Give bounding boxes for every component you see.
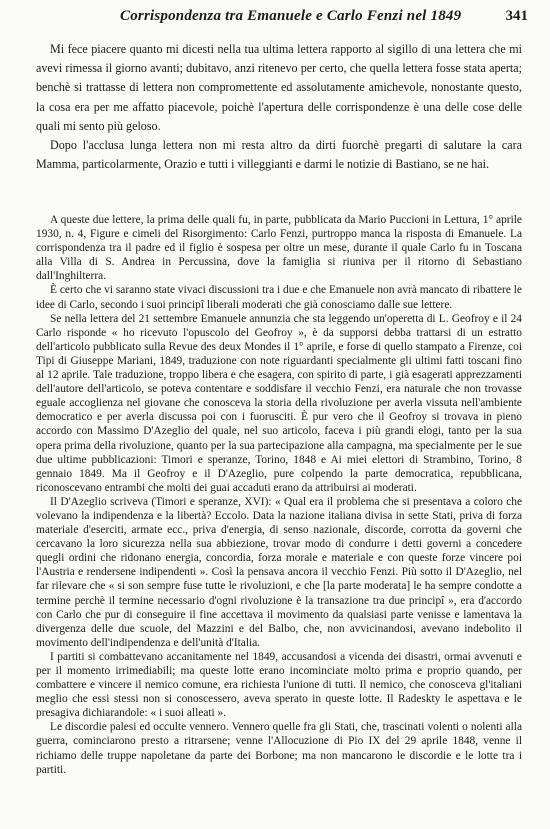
commentary-paragraph: Le discordie palesi ed occulte vennero. Vennero quelle fra gli Stati, che, trascinati volenti o nolenti alla guerra, cominciarono presto a ritrarsene; venne l'Allocuzione di Pio IX del 29 aprile 1848, venne il richiamo delle truppe napoletane da parte dei Borbone; ma non mancarono le discordie e le lotte tra i partiti. — [36, 721, 522, 776]
page-header — [0, 8, 550, 30]
commentary-text — [36, 213, 522, 777]
commentary-paragraph: È certo che vi saranno state vivaci discussioni tra i due e che Emanuele non avrà mancato di ribattere le idee di Carlo, secondo i suoi principî liberali moderati che già conosciamo dalle sue lettere. — [36, 284, 522, 311]
commentary-paragraph: Se nella lettera del 21 settembre Emanuele annunzia che sta leggendo un'operetta di L. Geofroy e il 24 Carlo risponde « ho ricevuto l'opuscolo del Geofroy », è da supporsi debba trattarsi di un estratto dell'articolo pubblicato sulla Revue des deux Mondes il 1° aprile, e forse di quello stampato a Firenze, coi Tipi di Giuseppe Mariani, 1849, traduzione con note riguardanti specialmente gli ultimi fatti toscani fino al 12 aprile. Tale traduzione, troppo libera e che esagera, con spirito di parte, i già esagerati apprezzamenti dell'autore dell'articolo, se poteva contentare e soddisfare il vecchio Fenzi, era naturale che non trovasse eguale accoglienza nel giovane che conosceva la storia della rivoluzione per averla vissuta nell'ambiente democratico e per averla discussa poi con i fuorusciti. È pur vero che il Geofroy si trovava in pieno accordo con Massimo D'Azeglio del quale, nel suo articolo, faceva i più grandi elogi, tanto per la sua opera prima della rivoluzione, quanto per la sua partecipazione alla campagna, ma specialmente per le sue due ultime pubblicazioni: Timori e speranze, Torino, 1848 e Ai miei elettori di Strambino, Torino, 8 gennaio 1849. Ma il Geofroy e il D'Azeglio, pure colpendo la parte democratica, repubblicana, riconoscevano entrambi che molti dei guai accaduti erano da attribuirsi ai moderati. — [36, 312, 522, 494]
commentary-paragraph: I partiti si combattevano accanitamente nel 1849, accusandosi a vicenda dei disastri, ormai avvenuti e per il momento irrimediabili; ma queste lotte erano incominciate molto prima e proprio quando, per combattere e vincere il nemico comune, era richiesta l'unione di tutti. Il nemico, che conosceva gl'italiani meglio che essi stessi non si conoscessero, aveva sperato in queste lotte. Il Radeskty le aspettava e le presagiva dichiarandole: « i suoi alleati ». — [36, 650, 522, 720]
running-title: Corrispondenza tra Emanuele e Carlo Fenzi nel 1849 — [120, 8, 462, 24]
letter-paragraph: Mi fece piacere quanto mi dicesti nella tua ultima lettera rapporto al sigillo di una lettera che mi avevi rimessa il giorno avanti; dubitavo, anzi ritenevo per certo, che quella lettera fosse stata aperta; benchè si trattasse di lettera non compromettente ed assolutamente amichevole, nonostante questo, la cosa era per me affatto piacevole, poichè l'apertura delle corrispondenze è una delle cose delle quali mi sento più geloso. — [36, 42, 522, 133]
letter-excerpt — [36, 40, 522, 174]
letter-paragraph: Dopo l'acclusa lunga lettera non mi resta altro da dirti fuorchè pregarti di salutare la cara Mamma, particolarmente, Orazio e tutti i villeggianti e darmi le notizie di Bastiano, se ne hai. — [36, 138, 522, 172]
commentary-paragraph: A queste due lettere, la prima delle quali fu, in parte, pubblicata da Mario Puccioni in Lettura, 1° aprile 1930, n. 4, Figure e cimeli del Risorgimento: Carlo Fenzi, purtroppo manca la risposta di Emanuele. La corrispondenza tra il padre ed il figlio è sospesa per oltre un mese, durante il quale Carlo fu in Toscana alla Villa di S. Andrea in Percussina, dove la famiglia si riuniva per il ritorno di Sebastiano dall'Inghilterra. — [36, 214, 522, 283]
commentary-paragraph: Il D'Azeglio scriveva (Timori e speranze, XVI): « Qual era il problema che si presentava a coloro che volevano la indipendenza e la libertà? Eccolo. Data la nazione italiana divisa in sette Stati, priva di forza materiale d'eserciti, armate ecc., priva d'energia, di senso nazionale, discorde, corrotta da governi che cercavano la loro sicurezza nella sua abbiezione, trovar modo di condurre i detti governi a concedere quegli ordini che ridonano energia, concordia, forza morale e materiale e con queste forze vincere poi l'Austria e rendersene indipendenti ». Così la pensava ancora il vecchio Fenzi. Più sotto il D'Azeglio, nel far rilevare che « si son sempre fuse tutte le rivoluzioni, e che [la parte moderata] le ha sempre condotte a termine perchè il termine necessario d'ogni rivoluzione è la transazione tra due principî », era d'accordo con Carlo che pur di conseguire il fine accettava il movimento da qualsiasi parte venisse e lamentava la divergenza delle due scuole, del Mazzini e del Balbo, che, non avvicinandosi, avevano indebolito il movimento dell'indipendenza e dell'unità d'Italia. — [36, 495, 522, 649]
page-number: 341 — [505, 8, 528, 24]
